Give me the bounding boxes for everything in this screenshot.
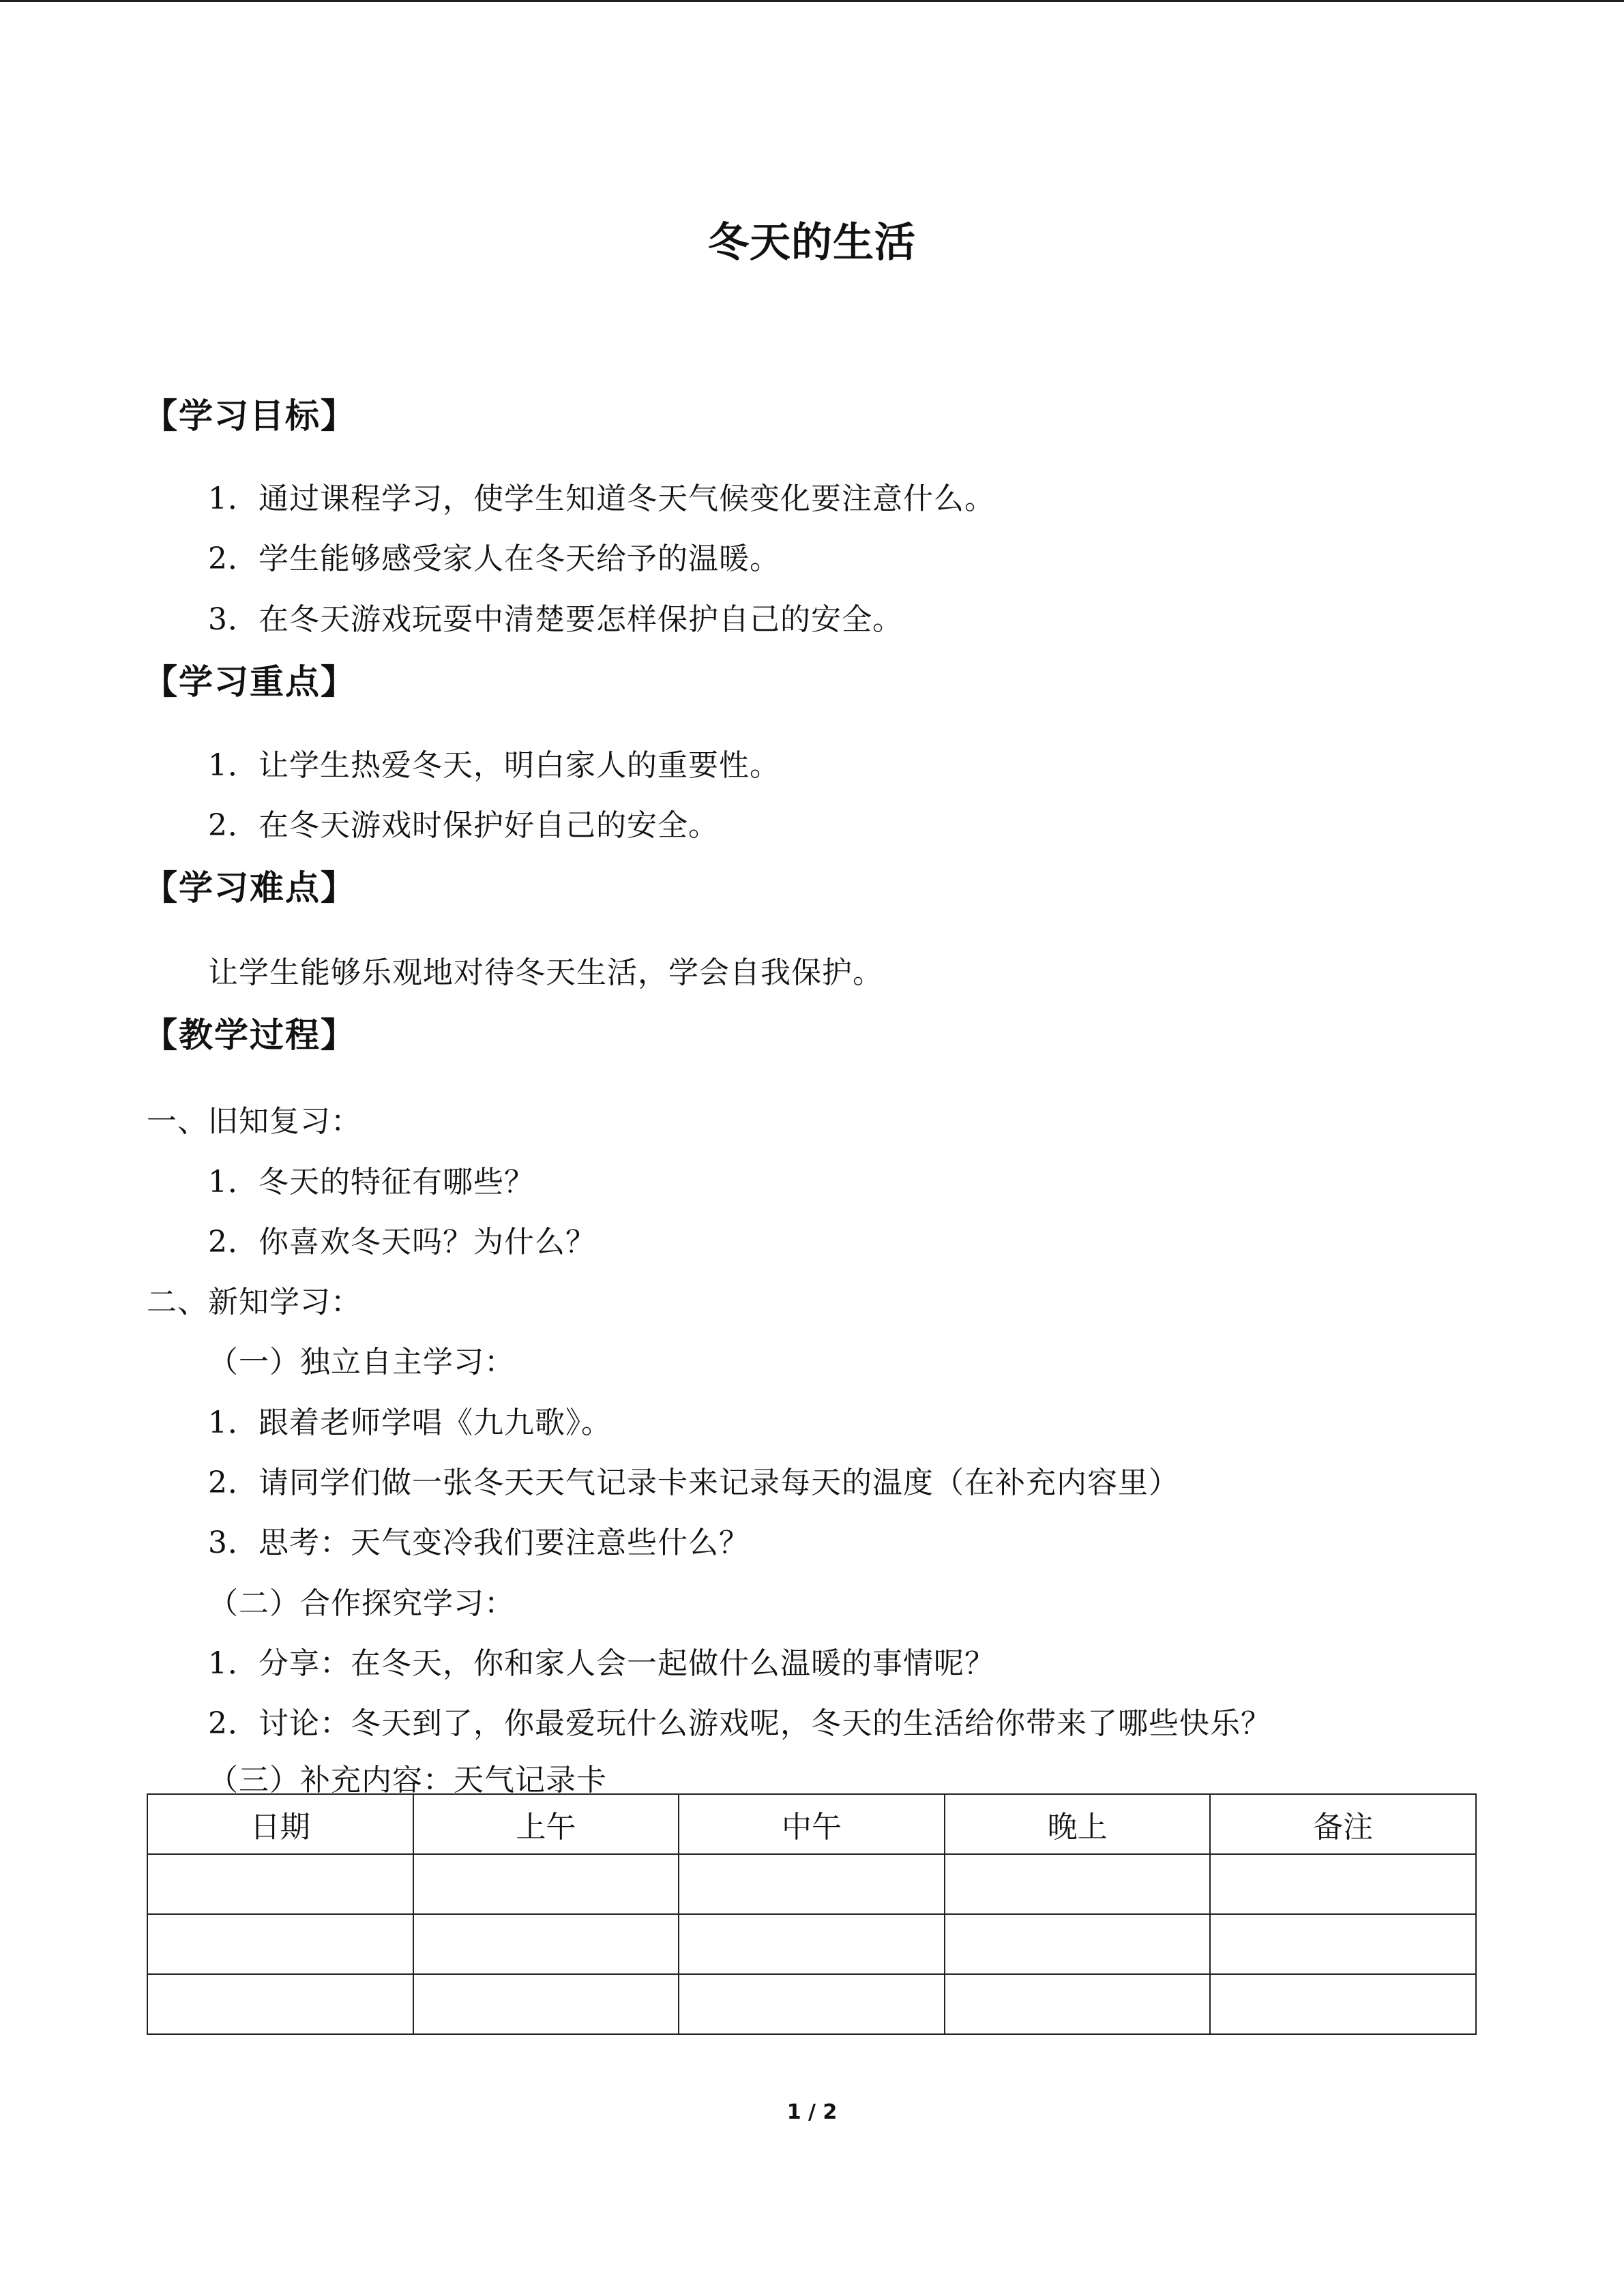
part1-item-3: 3．思考：天气变冷我们要注意些什么？ (208, 1525, 750, 1560)
review-heading: 一、旧知复习： (147, 1104, 361, 1139)
table-header-cell: 中午 (679, 1794, 945, 1854)
page-title: 冬天的生活 (708, 219, 916, 267)
weather-record-table (147, 1793, 1477, 2035)
table-cell (147, 1974, 413, 2034)
process-heading: 【教学过程】 (143, 1015, 356, 1055)
table-header-row (147, 1794, 1476, 1854)
table-cell (1210, 1854, 1476, 1914)
part2-heading: （二）合作探究学习： (208, 1586, 515, 1621)
objective-item-1: 1．通过课程学习，使学生知道冬天气候变化要注意什么。 (208, 481, 995, 516)
objective-item-2: 2．学生能够感受家人在冬天给予的温暖。 (208, 541, 780, 576)
table-cell (679, 1914, 945, 1974)
table-cell (945, 1914, 1211, 1974)
table-cell (945, 1974, 1211, 2034)
table-row (147, 1914, 1476, 1974)
page-number: 1 / 2 (786, 2100, 838, 2124)
table-cell (413, 1914, 679, 1974)
part1-heading: （一）独立自主学习： (208, 1345, 515, 1380)
part2-item-2: 2．讨论：冬天到了，你最爱玩什么游戏呢，冬天的生活给你带来了哪些快乐？ (208, 1706, 1271, 1741)
difficulties-heading: 【学习难点】 (143, 867, 356, 908)
table-header-cell: 日期 (147, 1794, 413, 1854)
key-points-heading: 【学习重点】 (143, 661, 356, 702)
table-cell (413, 1854, 679, 1914)
objective-item-3: 3．在冬天游戏玩耍中清楚要怎样保护自己的安全。 (208, 602, 903, 637)
review-item-2: 2．你喜欢冬天吗？为什么？ (208, 1225, 596, 1259)
table-row (147, 1974, 1476, 2034)
table-header-cell: 上午 (413, 1794, 679, 1854)
table-cell (147, 1854, 413, 1914)
difficulties-text: 让学生能够乐观地对待冬天生活，学会自我保护。 (208, 955, 883, 990)
table-cell (1210, 1974, 1476, 2034)
new-learning-heading: 二、新知学习： (147, 1285, 361, 1320)
part3-heading: （三）补充内容：天气记录卡 (208, 1763, 607, 1798)
table-cell (945, 1854, 1211, 1914)
part2-item-1: 1．分享：在冬天，你和家人会一起做什么温暖的事情呢？ (208, 1646, 995, 1681)
key-point-item-1: 1．让学生热爱冬天，明白家人的重要性。 (208, 748, 780, 783)
table-row (147, 1854, 1476, 1914)
part1-item-2: 2．请同学们做一张冬天天气记录卡来记录每天的温度（在补充内容里） (208, 1465, 1179, 1500)
key-point-item-2: 2．在冬天游戏时保护好自己的安全。 (208, 808, 719, 843)
table-cell (147, 1914, 413, 1974)
table-cell (679, 1974, 945, 2034)
table-cell (1210, 1914, 1476, 1974)
review-item-1: 1．冬天的特征有哪些？ (208, 1165, 535, 1199)
page-top-border (0, 0, 1624, 2)
table-cell (413, 1974, 679, 2034)
objectives-heading: 【学习目标】 (143, 396, 356, 436)
part1-item-1: 1．跟着老师学唱《九九歌》。 (208, 1405, 612, 1440)
table-cell (679, 1854, 945, 1914)
table-header-cell: 晚上 (945, 1794, 1211, 1854)
table-header-cell: 备注 (1210, 1794, 1476, 1854)
